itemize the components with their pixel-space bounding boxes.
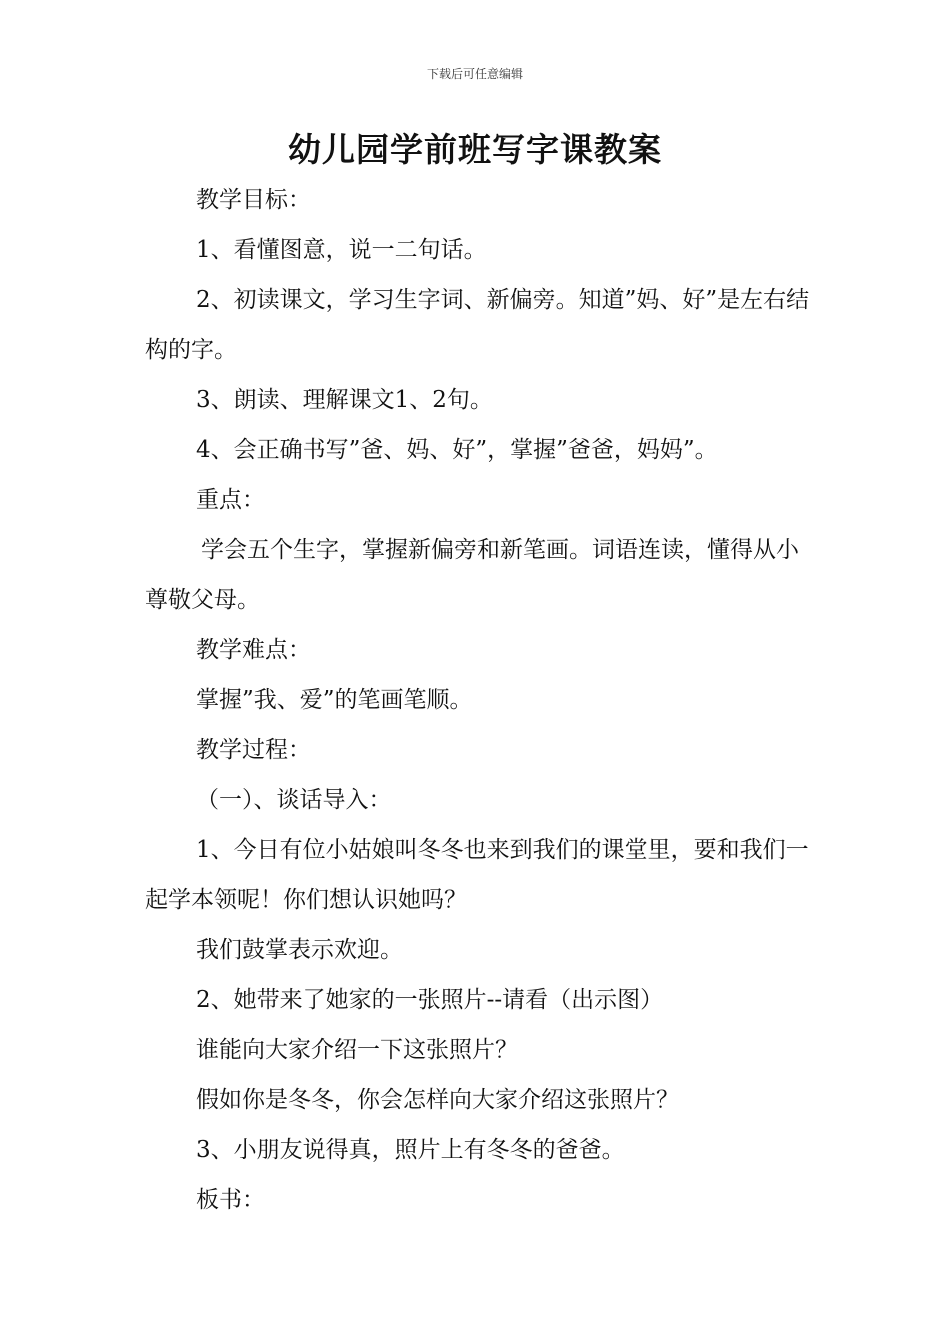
document-title: 幼儿园学前班写字课教案 — [288, 130, 662, 169]
paragraph-difficulties-heading: 教学难点： — [196, 637, 311, 663]
paragraph-question-2: 假如你是冬冬，你会怎样向大家介绍这张照片？ — [196, 1087, 679, 1113]
paragraph-board-writing: 板书： — [196, 1187, 265, 1213]
paragraph-welcome: 我们鼓掌表示欢迎。 — [196, 937, 403, 963]
paragraph-goal-4: 4、会正确书写”爸、妈、好”，掌握”爸爸，妈妈”。 — [196, 437, 718, 463]
paragraph-teaching-goals-heading: 教学目标： — [196, 187, 311, 213]
paragraph-step-2: 2、她带来了她家的一张照片--请看（出示图） — [196, 987, 664, 1013]
paragraph-goal-1: 1、看懂图意，说一二句话。 — [196, 237, 487, 263]
paragraph-goal-2: 2、初读课文，学习生字词、新偏旁。知道”妈、好”是左右结构的字。 — [145, 287, 810, 363]
paragraph-difficulties: 掌握”我、爱”的笔画笔顺。 — [196, 687, 473, 713]
paragraph-process-heading: 教学过程： — [196, 737, 311, 763]
paragraph-goal-3: 3、朗读、理解课文1、2句。 — [196, 387, 493, 413]
paragraph-key-points: 学会五个生字，掌握新偏旁和新笔画。词语连读，懂得从小尊敬父母。 — [145, 537, 799, 613]
paragraph-question-1: 谁能向大家介绍一下这张照片？ — [196, 1037, 518, 1063]
document-body — [145, 175, 810, 1225]
paragraph-step-3: 3、小朋友说得真，照片上有冬冬的爸爸。 — [196, 1137, 625, 1163]
paragraph-step-1: 1、今日有位小姑娘叫冬冬也来到我们的课堂里，要和我们一起学本领呢！你们想认识她吗？ — [145, 837, 809, 913]
page-header-note: 下载后可任意编辑 — [426, 67, 523, 81]
paragraph-key-points-heading: 重点： — [196, 487, 265, 513]
paragraph-section-1-heading: （一）、谈话导入： — [196, 787, 392, 813]
